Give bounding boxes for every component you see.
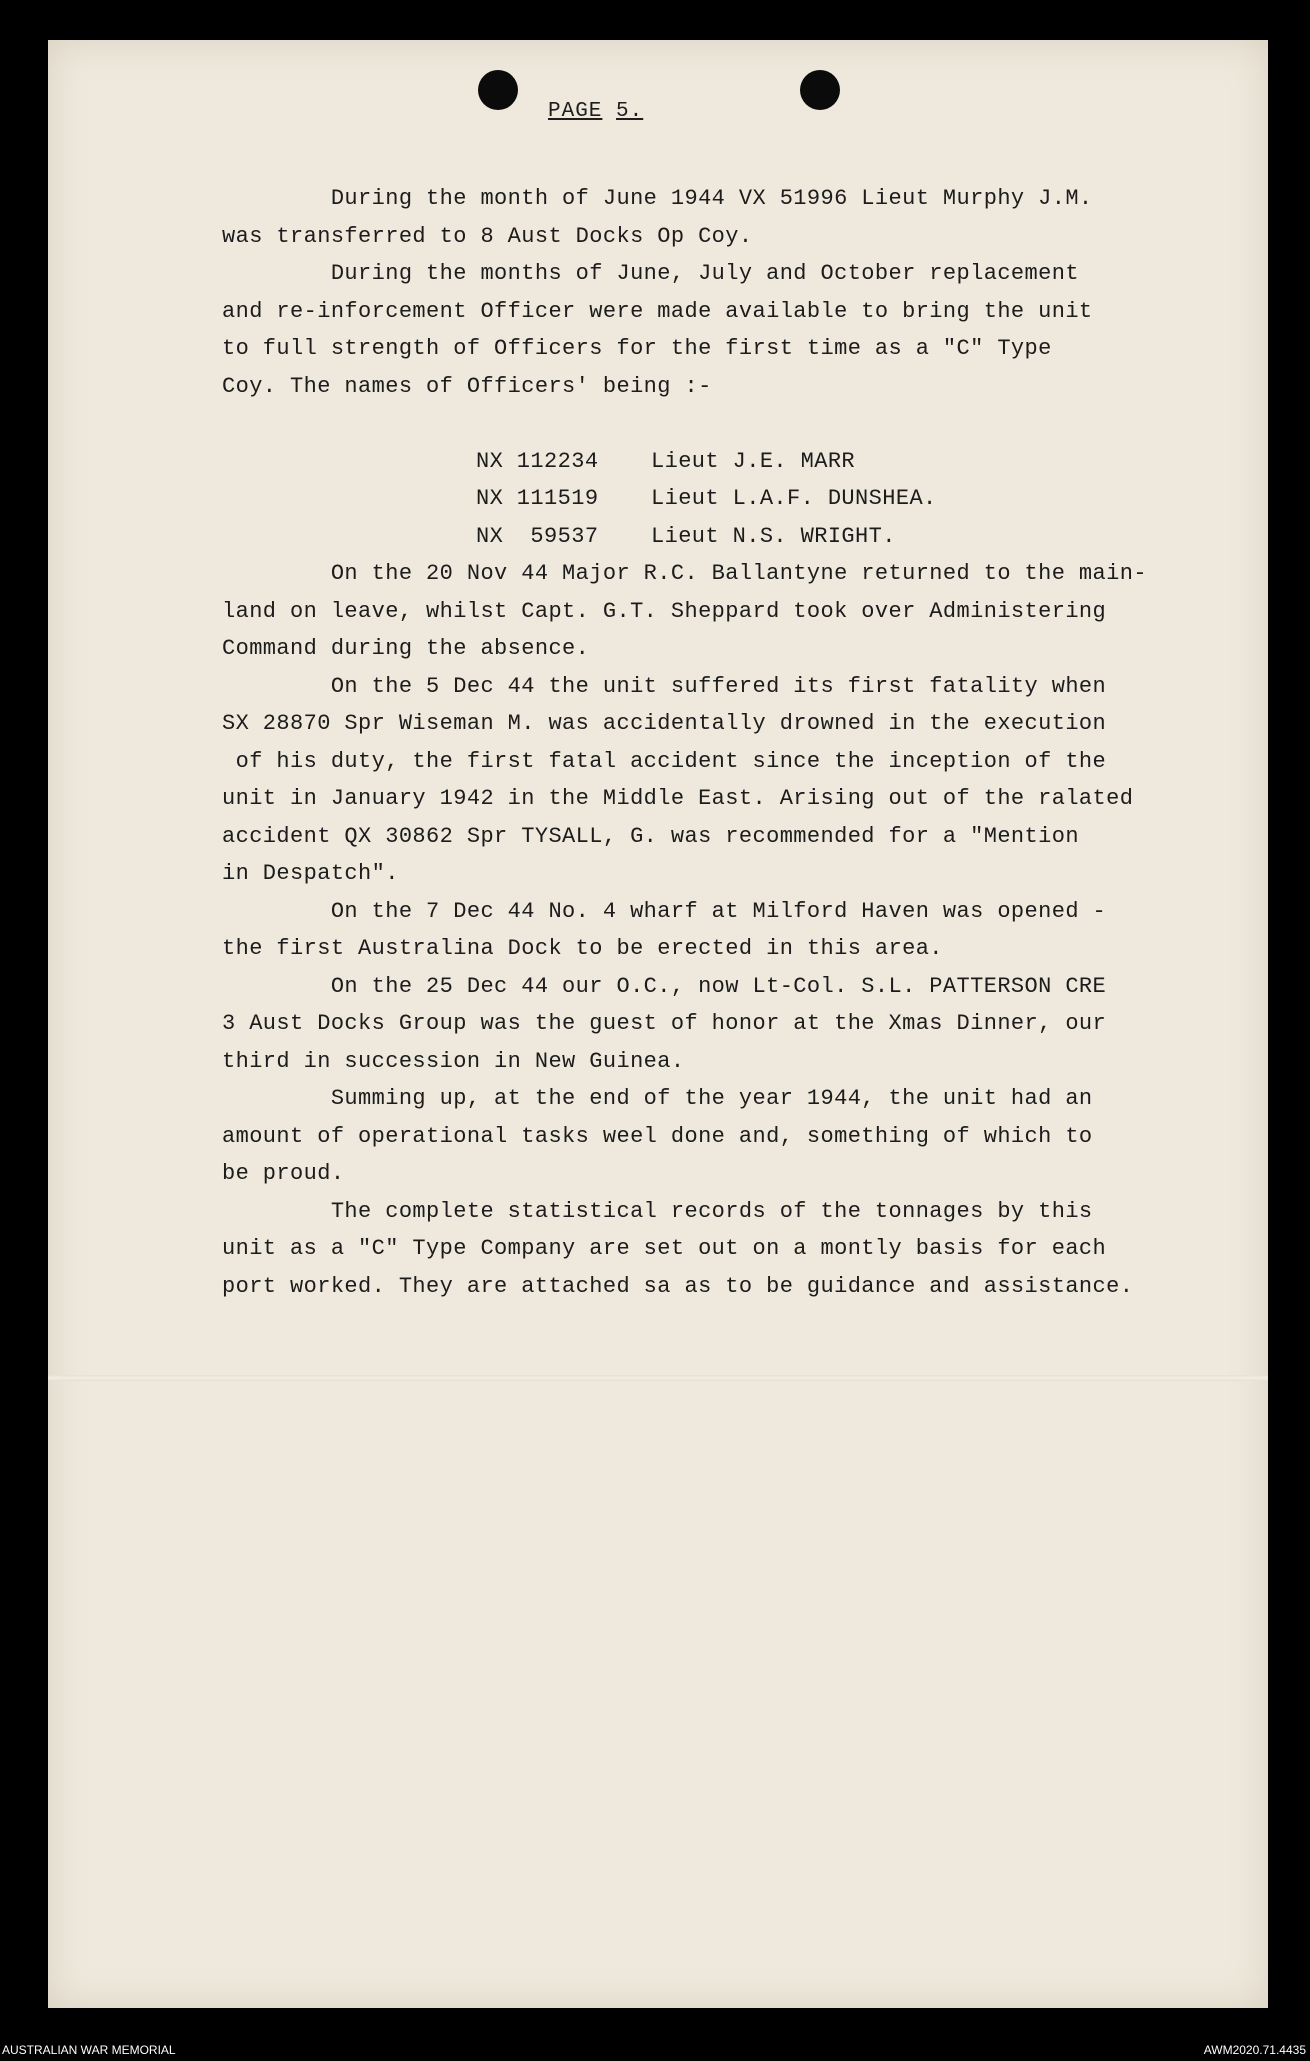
- text-line: On the 20 Nov 44 Major R.C. Ballantyne returned to the main-: [222, 561, 1147, 586]
- text-line: SX 28870 Spr Wiseman M. was accidentally drowned in the execution: [222, 711, 1107, 736]
- archive-reference: AWM2020.71.4435: [1203, 2043, 1306, 2057]
- officer-row: [476, 443, 1262, 481]
- officer-name: Lieut L.A.F. DUNSHEA.: [651, 486, 937, 511]
- text-line: be proud.: [222, 1161, 345, 1186]
- officer-service-number: NX 112234: [476, 448, 599, 474]
- officer-row: [476, 480, 1262, 518]
- text-line: in Despatch".: [222, 861, 399, 886]
- text-line: On the 25 Dec 44 our O.C., now Lt-Col. S.L. PATTERSON CRE: [222, 973, 1107, 999]
- text-line: unit in January 1942 in the Middle East. Arising out of the ralated: [222, 786, 1134, 811]
- document-body: [222, 180, 1262, 1305]
- officer-name: Lieut J.E. MARR: [651, 448, 856, 474]
- officers-list: [476, 443, 1262, 556]
- text-line: On the 5 Dec 44 the unit suffered its first fatality when: [222, 673, 1107, 699]
- officer-row: [476, 518, 1262, 556]
- page-fold-line: [48, 1375, 1268, 1381]
- page-heading-label: PAGE: [548, 100, 603, 123]
- punch-hole-right: [800, 70, 840, 110]
- officer-service-number: NX 59537: [476, 523, 599, 549]
- text-line: of his duty, the first fatal accident since the inception of the: [222, 748, 1107, 774]
- text-line: third in succession in New Guinea.: [222, 1048, 685, 1074]
- officer-service-number: NX 111519: [476, 486, 599, 511]
- text-line: to full strength of Officers for the first time as a "C" Type: [222, 336, 1052, 361]
- text-line: On the 7 Dec 44 No. 4 wharf at Milford Haven was opened -: [222, 898, 1107, 924]
- text-line: the first Australina Dock to be erected in this area.: [222, 936, 943, 961]
- text-line: During the months of June, July and October replacement: [222, 261, 1079, 286]
- text-line: Coy. The names of Officers' being :-: [222, 373, 712, 399]
- text-line: accident QX 30862 Spr TYSALL, G. was recommended for a "Mention: [222, 823, 1079, 849]
- text-line: and re-inforcement Officer were made available to bring the unit: [222, 298, 1093, 324]
- text-line: During the month of June 1944 VX 51996 Lieut Murphy J.M.: [222, 186, 1093, 211]
- punch-hole-left: [478, 70, 518, 110]
- text-line: was transferred to 8 Aust Docks Op Coy.: [222, 223, 753, 249]
- text-line: land on leave, whilst Capt. G.T. Sheppard took over Administering: [222, 598, 1107, 624]
- text-line: amount of operational tasks weel done and, something of which to: [222, 1123, 1093, 1149]
- text-line: unit as a "C" Type Company are set out on a montly basis for each: [222, 1236, 1107, 1261]
- text-line: The complete statistical records of the tonnages by this: [222, 1198, 1093, 1224]
- text-line: Summing up, at the end of the year 1944, the unit had an: [222, 1086, 1093, 1111]
- page-heading: [548, 100, 643, 123]
- page-number: 5.: [616, 100, 644, 123]
- text-line: Command during the absence.: [222, 636, 590, 661]
- archive-footer: [0, 2039, 1310, 2061]
- text-line: port worked. They are attached sa as to be guidance and assistance.: [222, 1273, 1134, 1299]
- officer-name: Lieut N.S. WRIGHT.: [651, 523, 896, 549]
- text-line: 3 Aust Docks Group was the guest of honor at the Xmas Dinner, our: [222, 1011, 1107, 1036]
- archive-credit: AUSTRALIAN WAR MEMORIAL: [2, 2043, 176, 2057]
